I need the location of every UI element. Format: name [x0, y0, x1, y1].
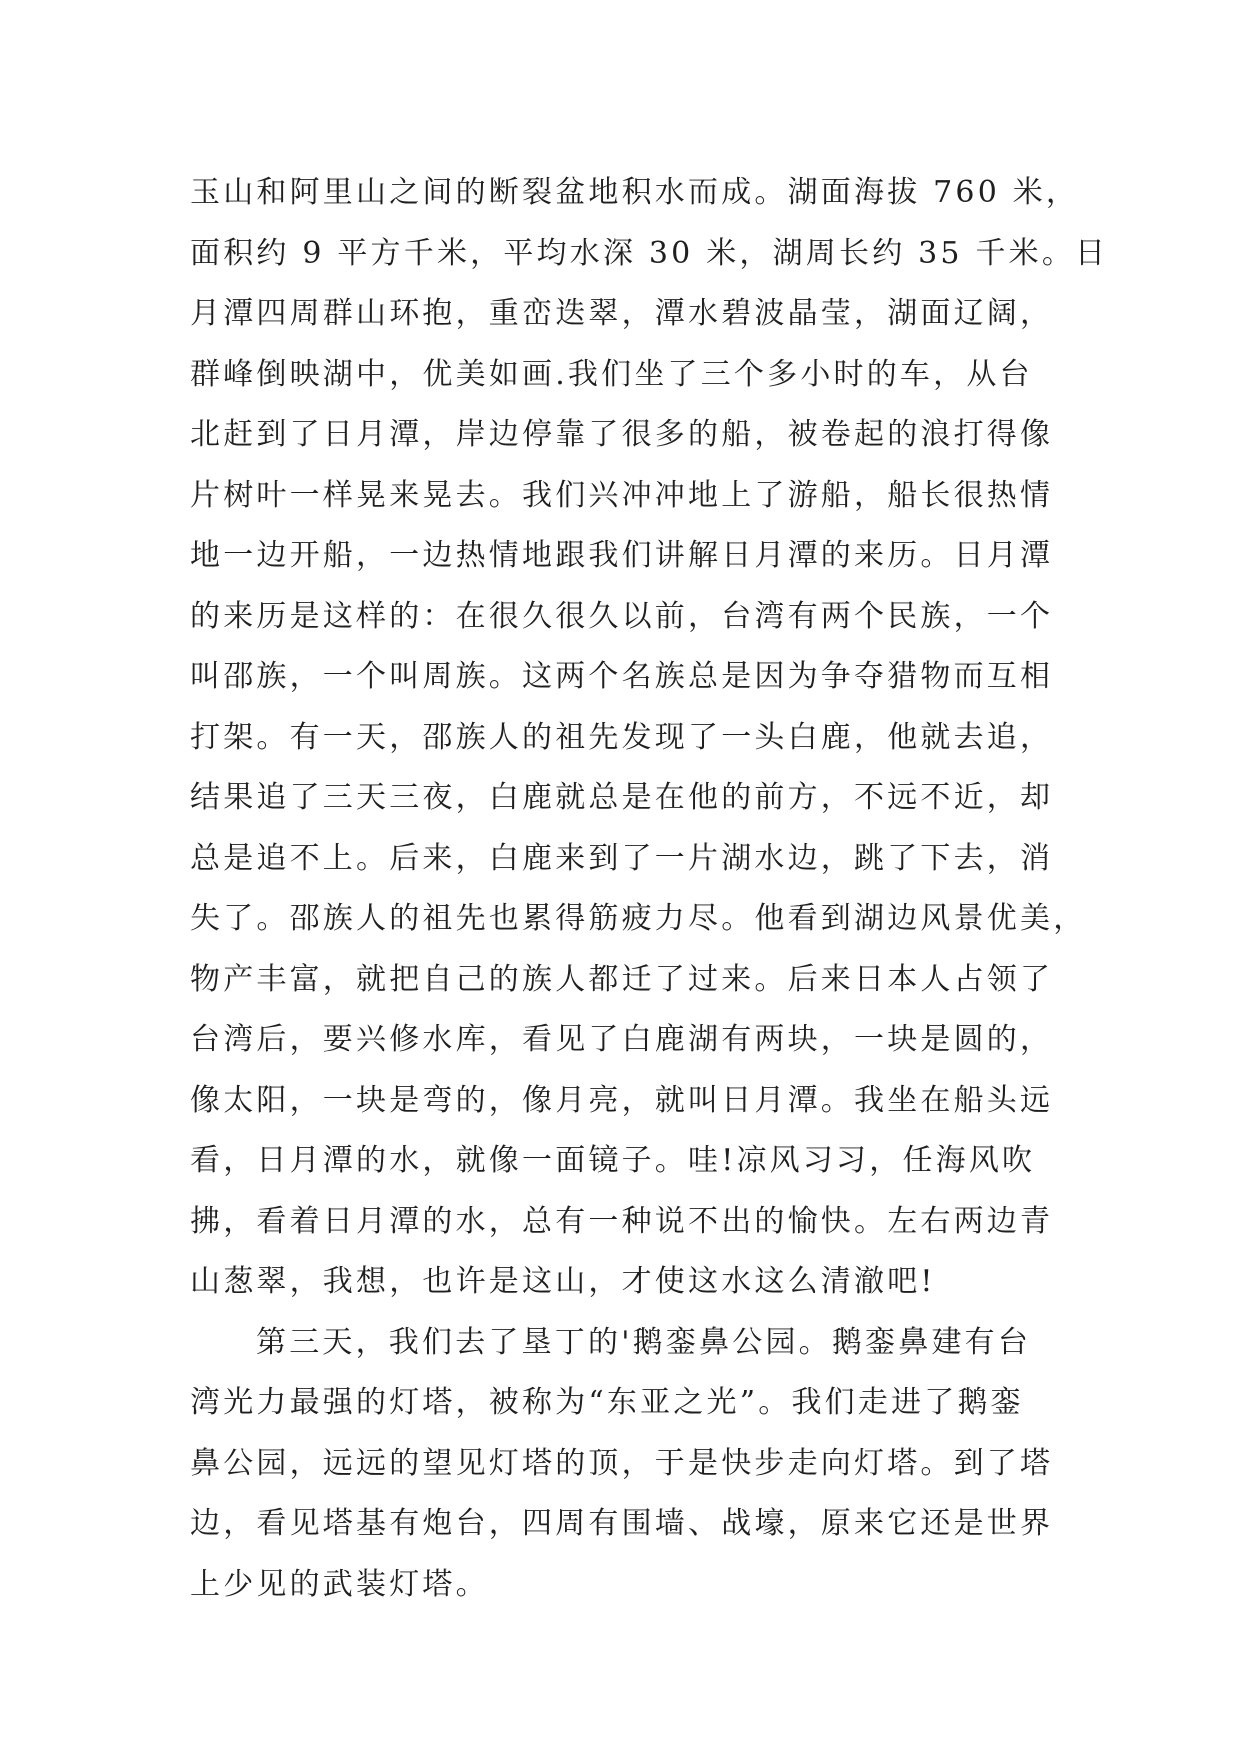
text-line: 地一边开船，一边热情地跟我们讲解日月潭的来历。日月潭	[190, 538, 1054, 573]
text-line: 第三天，我们去了垦丁的'鹅銮鼻公园。鹅銮鼻建有台	[256, 1324, 1032, 1360]
text-line: 边，看见塔基有炮台，四周有围墙、战壕，原来它还是世界	[190, 1506, 1054, 1541]
text-line: 结果追了三天三夜，白鹿就总是在他的前方，不远不近，却	[190, 780, 1054, 815]
text-line: 北赶到了日月潭，岸边停靠了很多的船，被卷起的浪打得像	[190, 417, 1054, 452]
text-line: 物产丰富，就把自己的族人都迁了过来。后来日本人占领了	[190, 961, 1054, 997]
paragraph-2	[190, 1313, 1070, 1616]
text-line: 像太阳，一块是弯的，像月亮，就叫日月潭。我坐在船头远	[190, 1082, 1054, 1118]
text-line: 的来历是这样的：在很久很久以前，台湾有两个民族，一个	[190, 598, 1054, 634]
text-line: 拂，看着日月潭的水，总有一种说不出的愉快。左右两边青	[190, 1203, 1054, 1239]
text-line: 台湾后，要兴修水库，看见了白鹿湖有两块，一块是圆的，	[190, 1022, 1054, 1057]
text-line: 打架。有一天，邵族人的祖先发现了一头白鹿，他就去追，	[190, 719, 1054, 755]
text-line: 看，日月潭的水，就像一面镜子。哇!凉风习习，任海风吹	[190, 1143, 1036, 1178]
text-line: 月潭四周群山环抱，重峦迭翠，潭水碧波晶莹，湖面辽阔，	[190, 296, 1054, 331]
document-body	[190, 163, 1109, 1615]
text-line: 总是追不上。后来，白鹿来到了一片湖水边，跳了下去，消	[190, 840, 1054, 876]
text-line: 湾光力最强的灯塔，被称为“东亚之光”。我们走进了鹅銮	[190, 1385, 1024, 1420]
text-line: 上少见的武装灯塔。	[190, 1566, 489, 1602]
text-line: 群峰倒映湖中，优美如画.我们坐了三个多小时的车，从台	[190, 356, 1033, 392]
text-line: 面积约 9 平方千米，平均水深 30 米，湖周长约 35 千米。日	[190, 235, 1109, 271]
paragraph-1	[190, 163, 1109, 1313]
text-line: 玉山和阿里山之间的断裂盆地积水而成。湖面海拔 760 米，	[190, 175, 1080, 210]
text-line: 山葱翠，我想，也许是这山，才使这水这么清澈吧!	[190, 1264, 936, 1299]
text-line: 叫邵族，一个叫周族。这两个名族总是因为争夺猎物而互相	[190, 659, 1054, 694]
text-line: 鼻公园，远远的望见灯塔的顶，于是快步走向灯塔。到了塔	[190, 1445, 1054, 1481]
text-line: 失了。邵族人的祖先也累得筋疲力尽。他看到湖边风景优美，	[190, 901, 1087, 936]
text-line: 片树叶一样晃来晃去。我们兴冲冲地上了游船，船长很热情	[190, 477, 1054, 513]
